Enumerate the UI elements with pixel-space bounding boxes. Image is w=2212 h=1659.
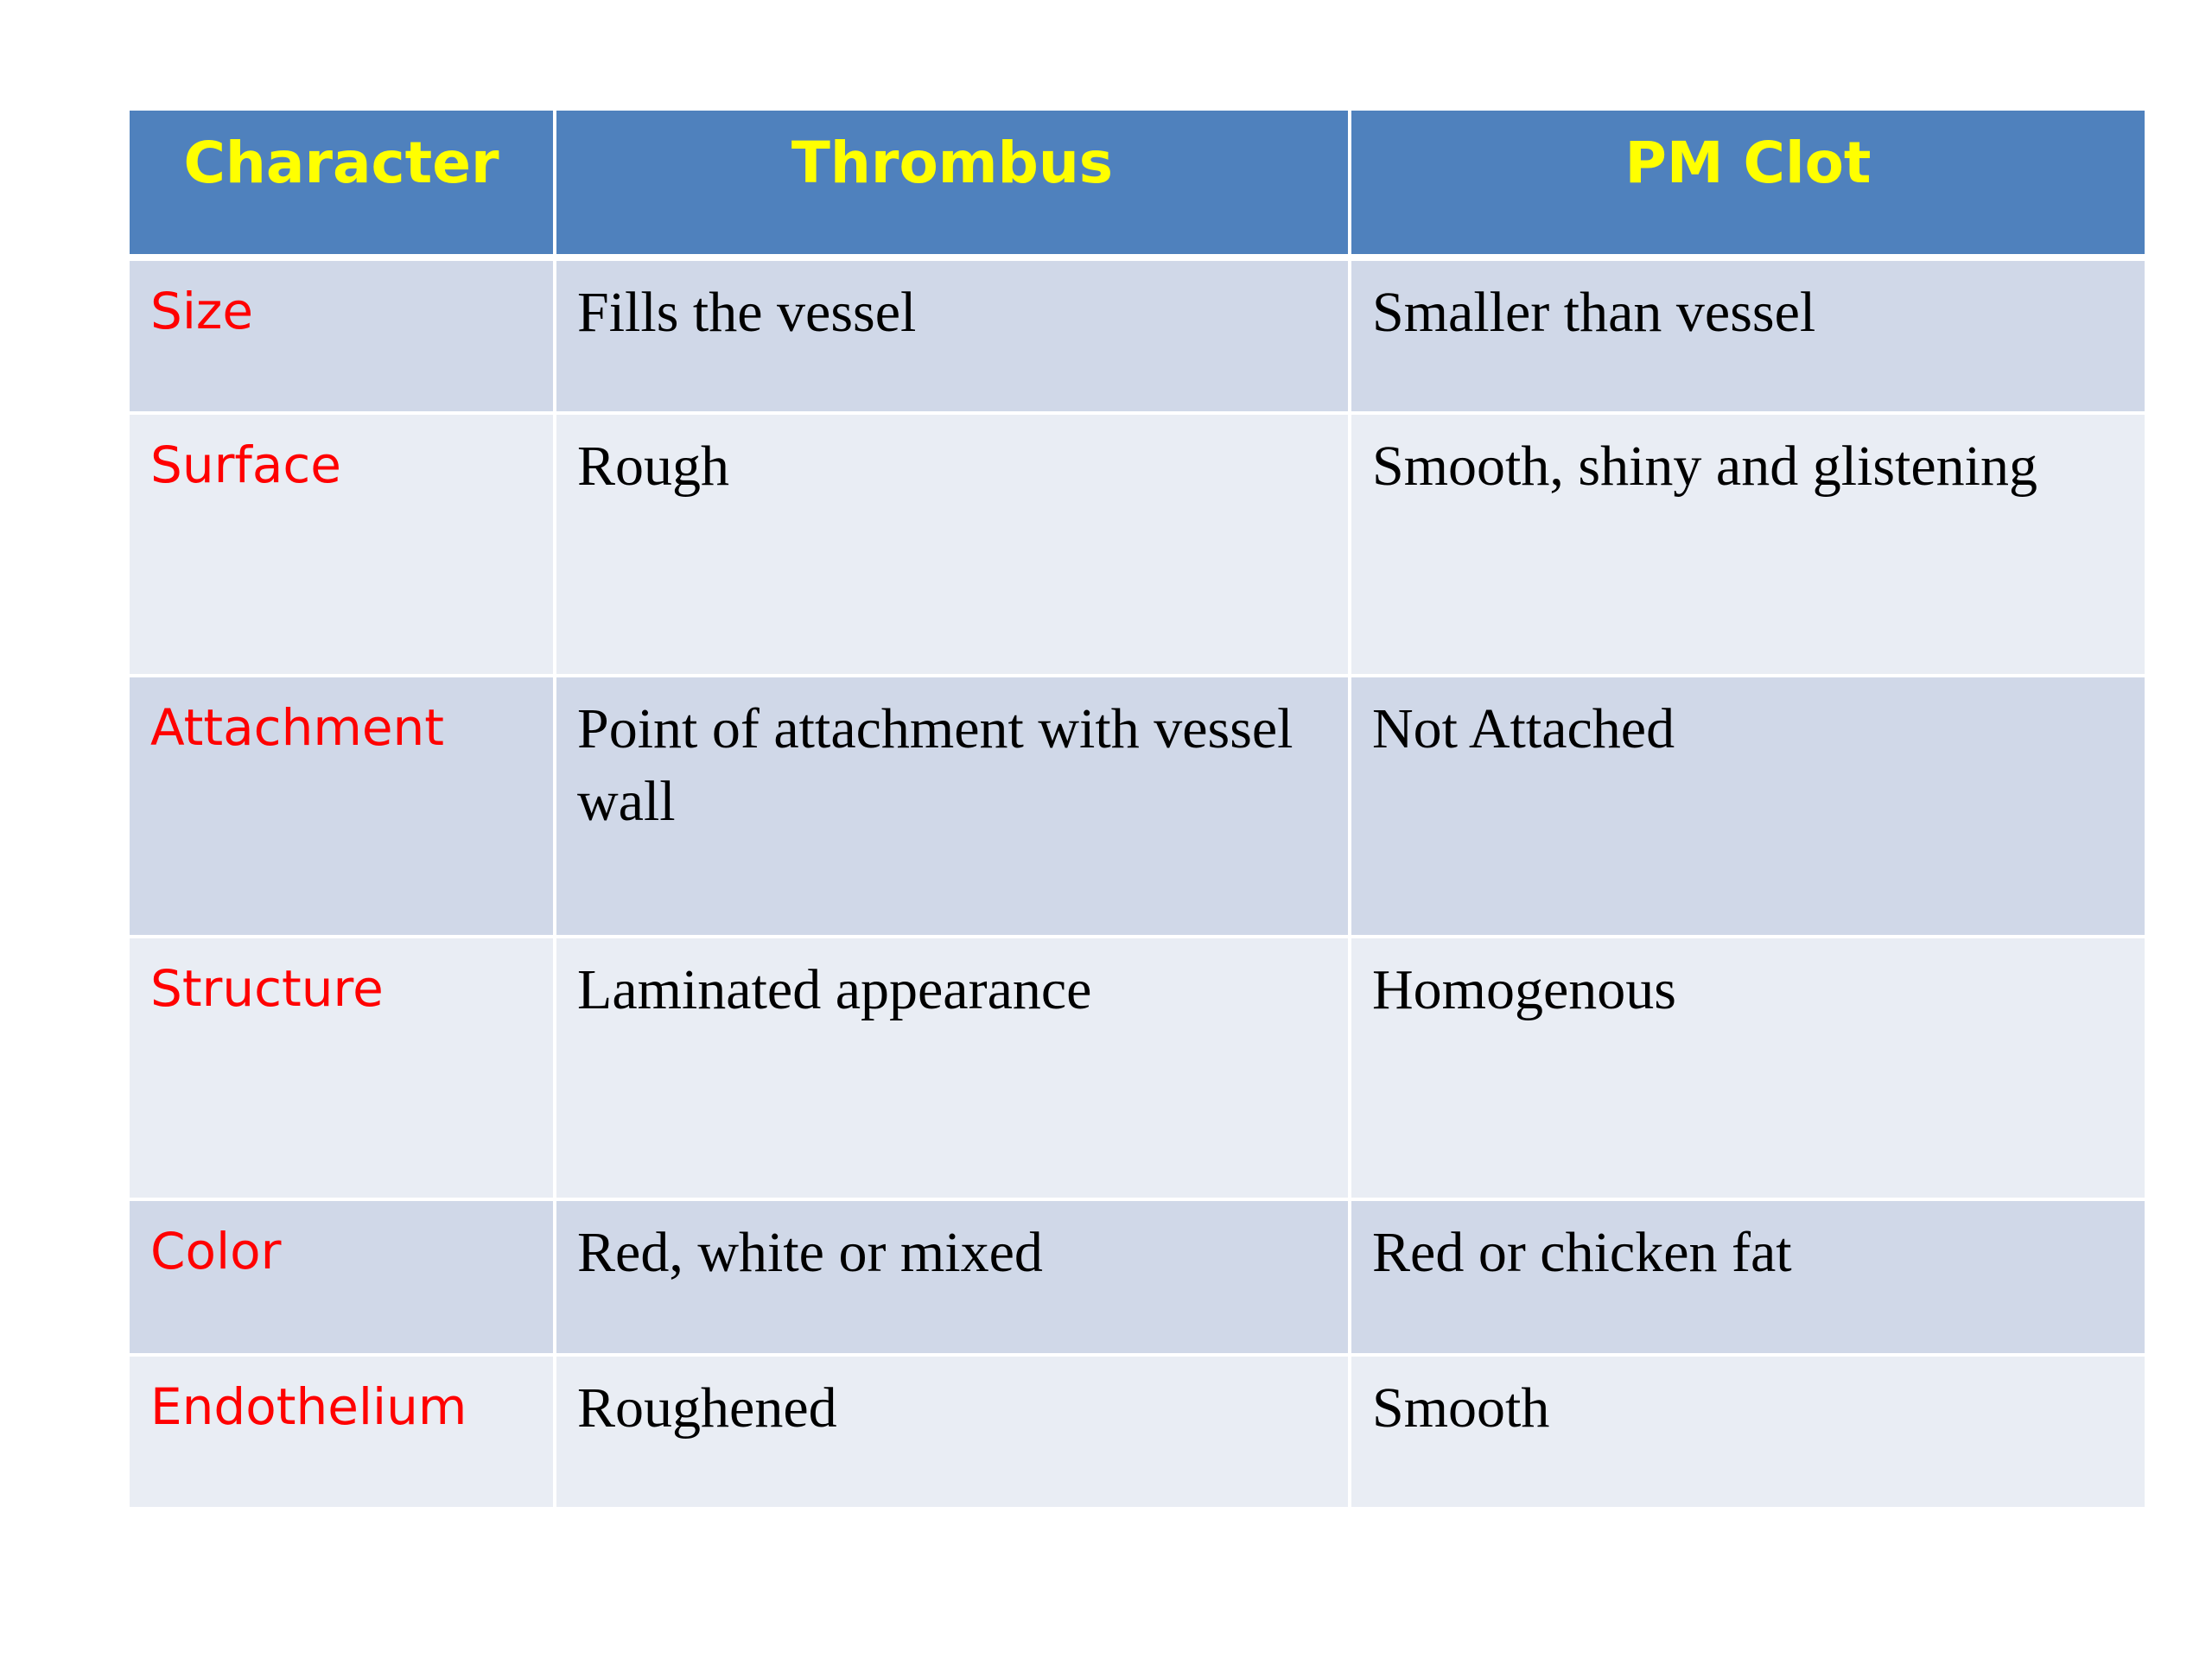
row-label-structure: Structure: [130, 937, 555, 1199]
header-pm-clot: PM Clot: [1350, 111, 2145, 257]
thrombus-surface: Rough: [555, 413, 1350, 676]
table-row: [130, 676, 2145, 937]
table-row: [130, 1355, 2145, 1509]
table-header: [130, 111, 2145, 257]
thrombus-size: Fills the vessel: [555, 257, 1350, 413]
row-label-attachment: Attachment: [130, 676, 555, 937]
pm-clot-surface: Smooth, shiny and glistening: [1350, 413, 2145, 676]
thrombus-structure: Laminated appearance: [555, 937, 1350, 1199]
row-label-size: Size: [130, 257, 555, 413]
header-row: [130, 111, 2145, 257]
pm-clot-structure: Homogenous: [1350, 937, 2145, 1199]
thrombus-attachment: Point of attachment with vessel wall: [555, 676, 1350, 937]
pm-clot-size: Smaller than vessel: [1350, 257, 2145, 413]
table-body: [130, 257, 2145, 1509]
row-label-color: Color: [130, 1199, 555, 1355]
pm-clot-color: Red or chicken fat: [1350, 1199, 2145, 1355]
row-label-surface: Surface: [130, 413, 555, 676]
header-thrombus: Thrombus: [555, 111, 1350, 257]
pm-clot-endothelium: Smooth: [1350, 1355, 2145, 1509]
table-row: [130, 257, 2145, 413]
comparison-table: [130, 111, 2145, 1510]
thrombus-color: Red, white or mixed: [555, 1199, 1350, 1355]
table-row: [130, 1199, 2145, 1355]
table-row: [130, 413, 2145, 676]
row-label-endothelium: Endothelium: [130, 1355, 555, 1509]
pm-clot-attachment: Not Attached: [1350, 676, 2145, 937]
header-character: Character: [130, 111, 555, 257]
table-row: [130, 937, 2145, 1199]
thrombus-endothelium: Roughened: [555, 1355, 1350, 1509]
